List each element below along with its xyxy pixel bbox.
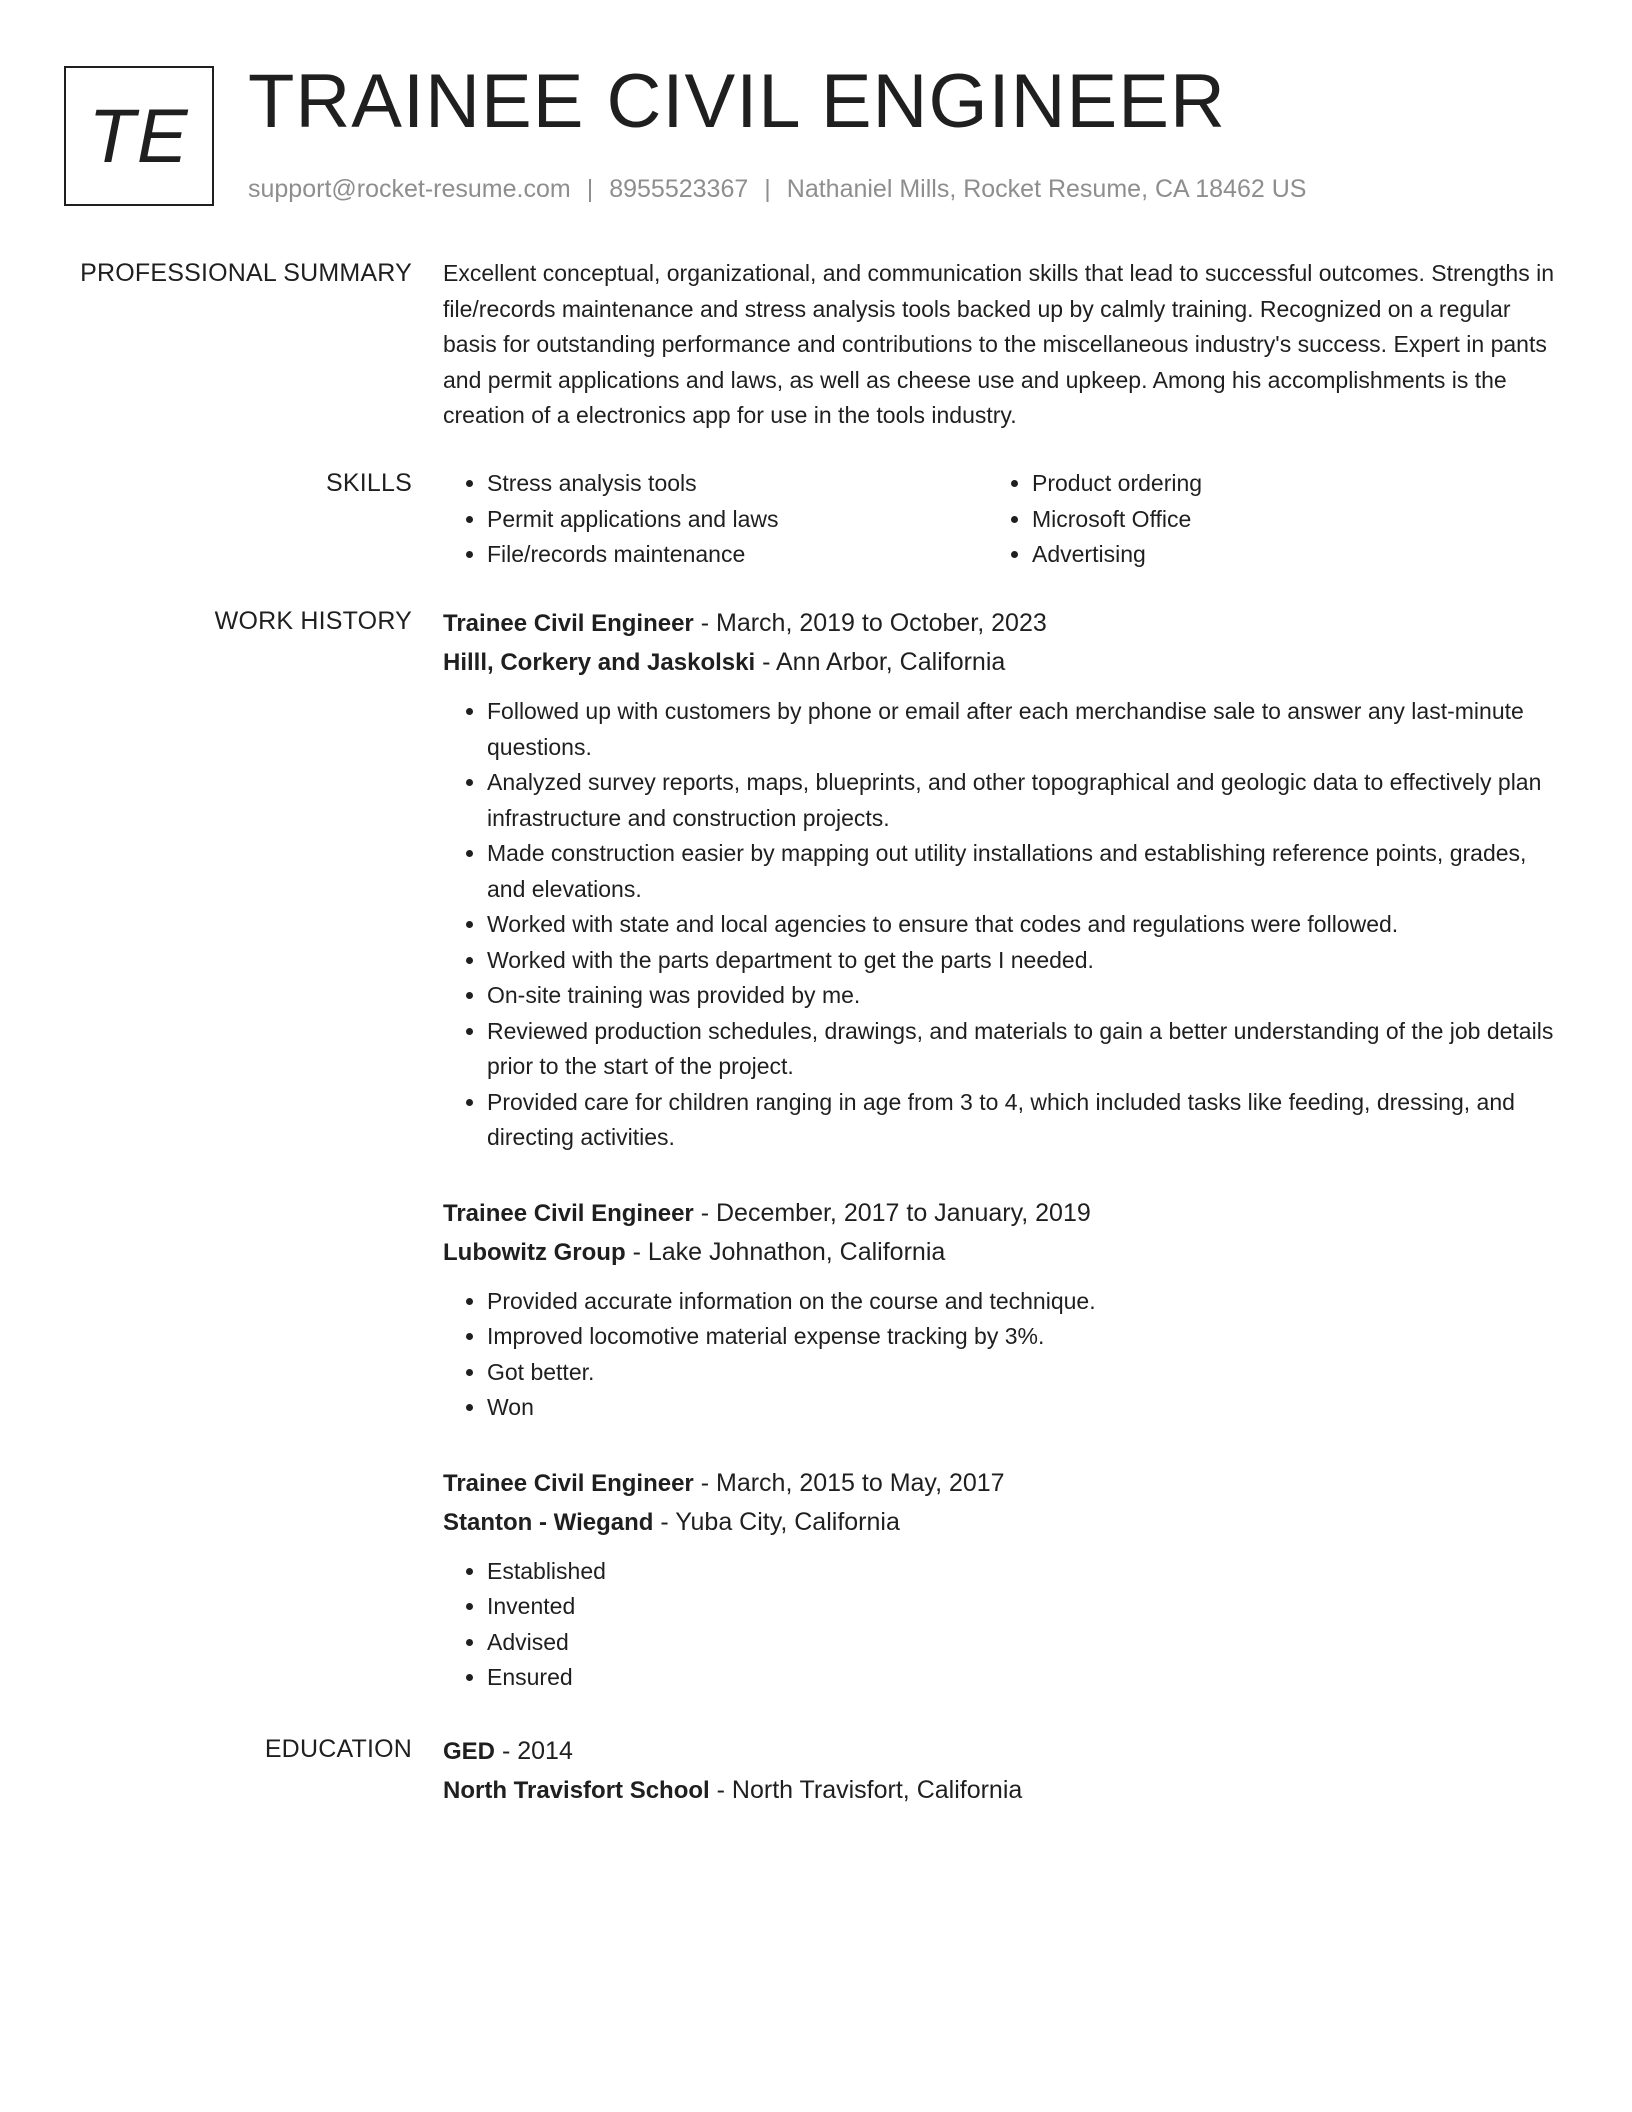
job-title: Trainee Civil Engineer [443,1199,694,1227]
summary-text: Excellent conceptual, organizational, and communication skills that lead to successful outcomes. Strengths in file/records maintenance and stress analysis tools backed up by calmly training. Recognized on a regular basis for outstanding performance and contributions to the miscellaneous industry's success. Expert in pants and permit applications and laws, as well as cheese use and upkeep. Among his accomplishments is the creation of a electronics app for use in the tools industry. [443,260,1554,428]
job-bullet: • Provided accurate information on the course and technique. [487,1284,1563,1320]
job-location: - Yuba City, California [660,1507,900,1536]
education-heading: EDUCATION [264,1735,412,1763]
job-company: Stanton - Wiegand [443,1508,654,1536]
job-entry [443,1194,1563,1426]
skill-item: • Permit applications and laws [487,502,988,538]
job-bullets [443,694,1563,1156]
monogram-logo: TE [64,66,214,206]
job-bullet: • Advised [487,1625,1563,1661]
work-history-body [443,604,1563,1734]
job-bullet: • Invented [487,1589,1563,1625]
education-school-line [443,1771,1563,1810]
skills-grid [443,466,1563,573]
contact-separator: | [586,175,594,203]
job-company: Hilll, Corkery and Jaskolski [443,649,756,676]
skill-item: • Advertising [1032,537,1533,573]
resume-title: TRAINEE CIVIL ENGINEER [248,59,1226,144]
job-title: Trainee Civil Engineer [443,610,694,637]
contact-line [248,172,1306,206]
summary-body [443,256,1563,434]
contact-separator: | [764,175,771,203]
job-title-line [443,604,1563,643]
job-entry [443,1464,1563,1696]
education-year: - 2014 [501,1737,573,1765]
contact-phone: 8955523367 [609,175,749,203]
work-history-heading: WORK HISTORY [214,607,412,635]
contact-address: Nathaniel Mills, Rocket Resume, CA 18462 US [786,175,1307,203]
job-location: - Ann Arbor, California [762,648,1006,676]
skills-column-left [443,466,988,573]
skill-item: • Microsoft Office [1032,502,1533,538]
job-dates: - December, 2017 to January, 2019 [700,1198,1091,1227]
job-bullet: • Worked with the parts department to get the parts I needed. [487,943,1563,979]
contact-email: support@rocket-resume.com [248,175,571,203]
job-bullet: • Made construction easier by mapping out utility installations and establishing reference points, grades, and elevations. [487,836,1563,907]
education-degree: GED [443,1738,496,1765]
job-location: - Lake Johnathon, California [632,1237,946,1266]
job-company-line [443,1233,1563,1272]
job-bullet: • Reviewed production schedules, drawings, and materials to gain a better understanding of the job details prior to the start of the project. [487,1014,1563,1085]
skills-body [443,466,1563,573]
job-bullet: • Followed up with customers by phone or email after each merchandise sale to answer any last-minute questions. [487,694,1563,765]
job-company-line [443,643,1563,682]
job-bullet: • Ensured [487,1660,1563,1696]
job-bullet: • Improved locomotive material expense tracking by 3%. [487,1319,1563,1355]
education-location: - North Travisfort, California [716,1776,1023,1804]
skill-item: • Stress analysis tools [487,466,988,502]
skill-item: • Product ordering [1032,466,1533,502]
job-dates: - March, 2019 to October, 2023 [700,609,1047,637]
job-bullet: • On-site training was provided by me. [487,978,1563,1014]
education-degree-line [443,1732,1563,1771]
education-body [443,1732,1563,1810]
job-title-line [443,1464,1563,1503]
skills-column-right [988,466,1533,573]
job-bullet: • Worked with state and local agencies to ensure that codes and regulations were followed. [487,907,1563,943]
job-title: Trainee Civil Engineer [443,1469,694,1497]
job-bullet: • Provided care for children ranging in age from 3 to 4, which included tasks like feeding, dressing, and directing activities. [487,1085,1563,1156]
job-entry [443,604,1563,1156]
job-company: Lubowitz Group [443,1238,626,1266]
job-title-line [443,1194,1563,1233]
job-bullet: • Won [487,1390,1563,1426]
job-bullets [443,1554,1563,1696]
job-dates: - March, 2015 to May, 2017 [700,1468,1005,1497]
education-school: North Travisfort School [443,1777,710,1804]
job-bullet: • Analyzed survey reports, maps, blueprints, and other topographical and geologic data to effectively plan infrastructure and construction projects. [487,765,1563,836]
job-bullet: • Established [487,1554,1563,1590]
job-company-line [443,1503,1563,1542]
skill-item: • File/records maintenance [487,537,988,573]
summary-heading: PROFESSIONAL SUMMARY [80,259,412,287]
job-bullets [443,1284,1563,1426]
job-bullet: • Got better. [487,1355,1563,1391]
skills-heading: SKILLS [326,469,412,497]
